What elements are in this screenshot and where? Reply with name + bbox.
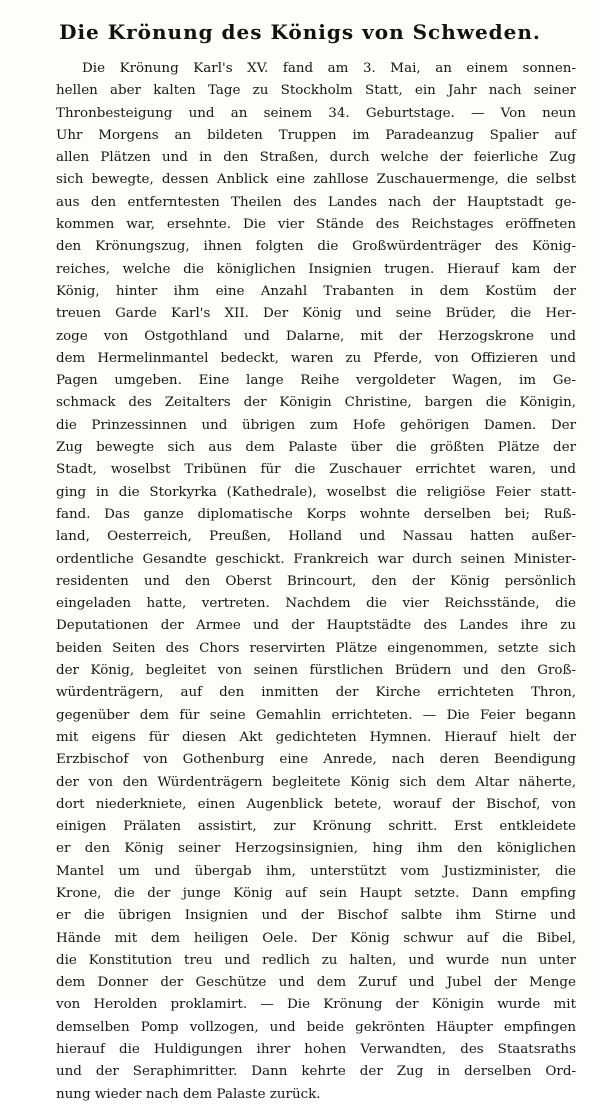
article-line: gegenüber dem für seine Gemahlin errichteten. — Die Feier begann (56, 707, 576, 723)
article-line: würdenträgern, auf den inmitten der Kirche errichteten Thron, (56, 685, 576, 701)
article-line: fand. Das ganze diplomatische Korps wohnte derselben bei; Ruß- (56, 506, 576, 522)
article-line: er den König seiner Herzogsinsignien, hing ihm den königlichen (56, 841, 576, 857)
article-line: der von den Würdenträgern begleitete König sich dem Altar näherte, (56, 774, 576, 790)
article-line: reiches, welche die königlichen Insignien trugen. Hierauf kam der (56, 261, 576, 277)
article-line: dem Hermelinmantel bedeckt, waren zu Pferde, von Offizieren und (56, 350, 576, 366)
article-line: der König, begleitet von seinen fürstlichen Brüdern und den Groß- (56, 663, 576, 679)
article-body (56, 58, 576, 1106)
article-line: Erzbischof von Gothenburg eine Anrede, nach deren Beendigung (56, 752, 576, 768)
article-line: beiden Seiten des Chors reservirten Plätze eingenommen, setzte sich (56, 640, 576, 656)
article-line: die Konstitution treu und redlich zu halten, und wurde nun unter (56, 952, 576, 968)
article-line: kommen war, ersehnte. Die vier Stände des Reichstages eröffneten (56, 217, 576, 233)
article-line: hierauf die Huldigungen ihrer hohen Verwandten, des Staatsraths (56, 1042, 576, 1058)
article-line: den Krönungszug, ihnen folgten die Großwürdenträger des König- (56, 239, 576, 255)
article-line: Stadt, woselbst Tribünen für die Zuschauer errichtet waren, und (56, 462, 576, 478)
article-line: Pagen umgeben. Eine lange Reihe vergoldeter Wagen, im Ge- (56, 373, 576, 389)
article-line: ging in die Storkyrka (Kathedrale), woselbst die religiöse Feier statt- (56, 484, 576, 500)
article-line: dort niederkniete, einen Augenblick betete, worauf der Bischof, von (56, 796, 576, 812)
article-line: Uhr Morgens an bildeten Truppen im Paradeanzug Spalier auf (56, 127, 576, 143)
article-title: Die Krönung des Königs von Schweden. (59, 20, 541, 44)
article-line: nung wieder nach dem Palaste zurück. (56, 1086, 321, 1102)
article-line: hellen aber kalten Tage zu Stockholm Statt, ein Jahr nach seiner (56, 83, 576, 99)
article-line: schmack des Zeitalters der Königin Christine, bargen die Königin, (56, 395, 576, 411)
article-line: Die Krönung Karl's XV. fand am 3. Mai, an einem sonnen- (82, 61, 576, 76)
article-line: sich bewegte, dessen Anblick eine zahllose Zuschauermenge, die selbst (56, 172, 576, 188)
article-line: Hände mit dem heiligen Oele. Der König schwur auf die Bibel, (56, 930, 576, 946)
article-line: mit eigens für diesen Akt gedichteten Hymnen. Hierauf hielt der (56, 729, 576, 745)
article-line: eingeladen hatte, vertreten. Nachdem die vier Reichsstände, die (56, 596, 576, 612)
article-line: land, Oesterreich, Preußen, Holland und Nassau hatten außer- (56, 529, 576, 545)
article-line: er die übrigen Insignien und der Bischof salbte ihm Stirne und (56, 908, 576, 924)
article-line: allen Plätzen und in den Straßen, durch welche der feierliche Zug (56, 150, 576, 166)
article-line: von Herolden proklamirt. — Die Krönung der Königin wurde mit (56, 997, 576, 1013)
article-line: Zug bewegte sich aus dem Palaste über die größten Plätze der (56, 440, 576, 456)
article-line: aus den entferntesten Theilen des Landes nach der Hauptstadt ge- (56, 194, 576, 210)
article-line: König, hinter ihm eine Anzahl Trabanten in dem Kostüm der (56, 283, 576, 299)
article-line: Thronbesteigung und an seinem 34. Geburtstage. — Von neun (56, 105, 576, 121)
article-line: residenten und den Oberst Brincourt, den der König persönlich (56, 573, 576, 589)
article-line: einigen Prälaten assistirt, zur Krönung schritt. Erst entkleidete (56, 819, 576, 835)
article-line: Mantel um und übergab ihm, unterstützt vom Justizminister, die (56, 863, 576, 879)
article-line: Krone, die der junge König auf sein Haupt setzte. Dann empfing (56, 885, 576, 901)
article-line: treuen Garde Karl's XII. Der König und seine Brüder, die Her- (56, 306, 576, 322)
article-line: die Prinzessinnen und übrigen zum Hofe gehörigen Damen. Der (56, 417, 576, 433)
article-line: dem Donner der Geschütze und dem Zuruf und Jubel der Menge (56, 975, 576, 991)
article-line: demselben Pomp vollzogen, und beide gekrönten Häupter empfingen (56, 1019, 576, 1035)
article-line: Deputationen der Armee und der Hauptstädte des Landes ihre zu (56, 618, 576, 634)
article-line: zoge von Ostgothland und Dalarne, mit der Herzogskrone und (56, 328, 576, 344)
article-line: ordentliche Gesandte geschickt. Frankreich war durch seinen Minister- (56, 551, 576, 567)
article-line: und der Seraphimritter. Dann kehrte der Zug in derselben Ord- (56, 1064, 576, 1080)
